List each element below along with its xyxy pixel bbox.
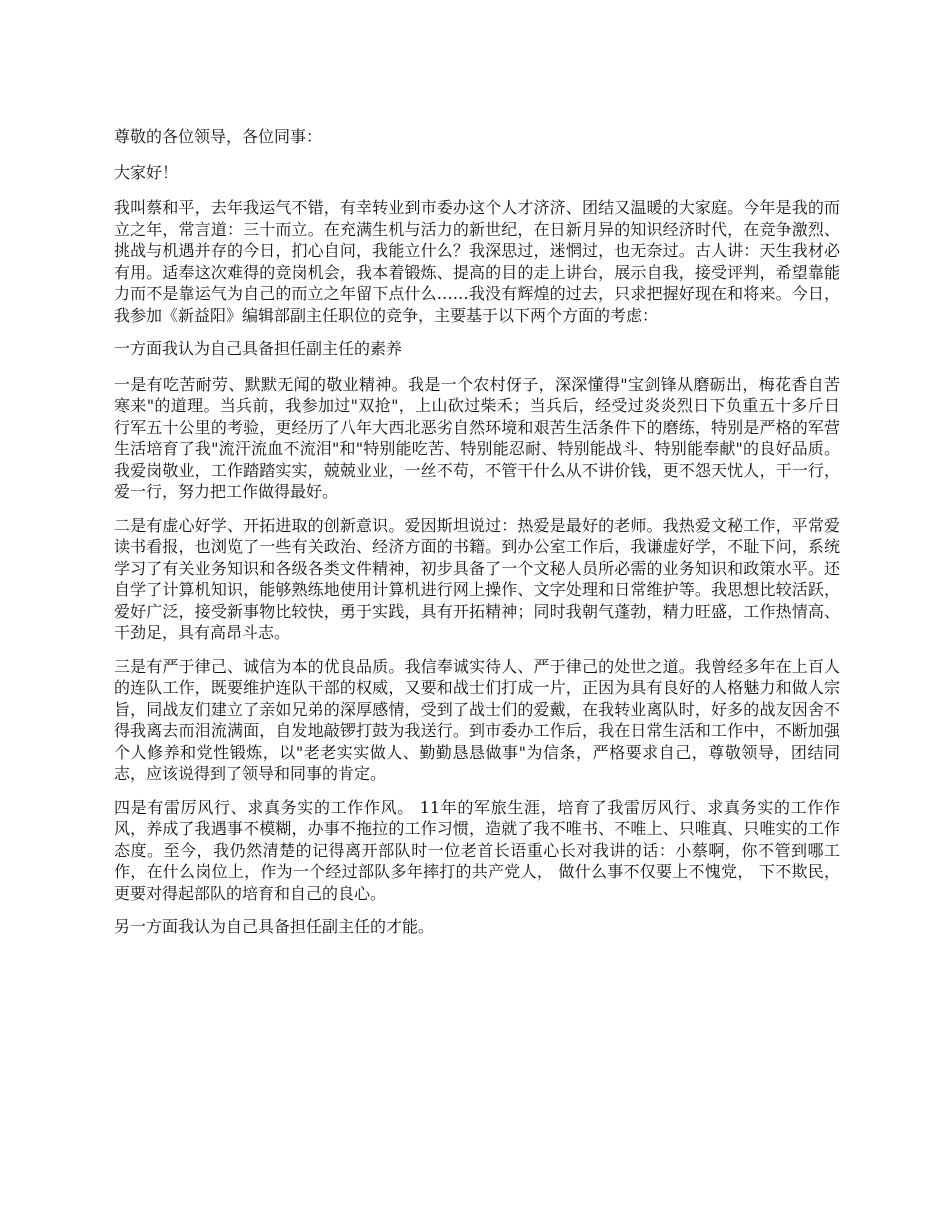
- section-heading-abilities: 另一方面我认为自己具备担任副主任的才能。: [114, 917, 435, 936]
- point-two-paragraph: 二是有虚心好学、开拓进取的创新意识。爱因斯坦说过：热爱是最好的老师。我热爱文秘工作，平常爱读书看报，也浏览了一些有关政治、经济方面的书籍。到办公室工作后，我谦虚好学，不耻下问，系统学习了有关业务知识和各级各类文件精神，初步具备了一个文秘人员所必需的业务知识和政策水平。还自学了计算机知识，能够熟练地使用计算机进行网上操作、文字处理和日常维护等。我思想比较活跃，爱好广泛，接受新事物比较快，勇于实践，具有开拓精神；同时我朝气蓬勃，精力旺盛，工作热情高、干劲足，具有高昂斗志。: [114, 515, 840, 642]
- document-body: [114, 126, 840, 952]
- intro-paragraph: 我叫蔡和平，去年我运气不错，有幸转业到市委办这个人才济济、团结又温暖的大家庭。今年是我的而立之年，常言道：三十而立。在充满生机与活力的新世纪，在日新月异的知识经济时代，在竞争激烈、挑战与机遇并存的今日，扪心自问，我能立什么？我深思过，迷惘过，也无奈过。古人讲：天生我材必有用。适奉这次难得的竞岗机会，我本着锻炼、提高的目的走上讲台，展示自我，接受评判，希望靠能力而不是靠运气为自己的而立之年留下点什么……我没有辉煌的过去，只求把握好现在和将来。今日，我参加《新益阳》编辑部副主任职位的竞争，主要基于以下两个方面的考虑：: [114, 198, 840, 325]
- section-heading-qualities: 一方面我认为自己具备担任副主任的素养: [114, 339, 403, 358]
- salutation: 尊敬的各位领导，各位同事：: [114, 127, 323, 146]
- greeting: 大家好！: [114, 162, 179, 182]
- point-one-paragraph: 一是有吃苦耐劳、默默无闻的敬业精神。我是一个农村伢子，深深懂得"宝剑锋从磨砺出，梅花香自苦寒来"的道理。当兵前，我参加过"双抢"，上山砍过柴禾；当兵后，经受过炎炎烈日下负重五十多斤日行军五十公里的考验，更经历了八年大西北恶劣自然环境和艰苦生活条件下的磨练，特别是严格的军营生活培育了我"流汗流血不流泪"和"特别能吃苦、特别能忍耐、特别能战斗、特别能奉献"的良好品质。我爱岗敬业，工作踏踏实实，兢兢业业，一丝不苟，不管干什么从不讲价钱，更不怨天忧人，干一行，爱一行，努力把工作做得最好。: [114, 374, 840, 501]
- point-three-paragraph: 三是有严于律己、诚信为本的优良品质。我信奉诚实待人、严于律己的处世之道。我曾经多年在上百人的连队工作，既要维护连队干部的权威，又要和战士们打成一片，正因为具有良好的人格魅力和做人宗旨，同战友们建立了亲如兄弟的深厚感情，受到了战士们的爱戴，在我转业离队时，好多的战友因舍不得我离去而泪流满面，自发地敲锣打鼓为我送行。到市委办工作后，我在日常生活和工作中，不断加强个人修养和党性锻炼，以"老老实实做人、勤勤恳恳做事"为信条，严格要求自己，尊敬领导，团结同志，应该说得到了领导和同事的肯定。: [114, 656, 840, 783]
- point-four-paragraph: 四是有雷厉风行、求真务实的工作作风。 11年的军旅生涯，培育了我雷厉风行、求真务实的工作作风，养成了我遇事不模糊，办事不拖拉的工作习惯，造就了我不唯书、不唯上、只唯真、只唯实的工作态度。至今，我仍然清楚的记得离开部队时一位老首长语重心长对我讲的话：小蔡啊，你不管到哪工作，在什么岗位上，作为一个经过部队多年摔打的共产党人， 做什么事不仅要上不愧党， 下不欺民，更要对得起部队的培育和自己的良心。: [114, 797, 840, 903]
